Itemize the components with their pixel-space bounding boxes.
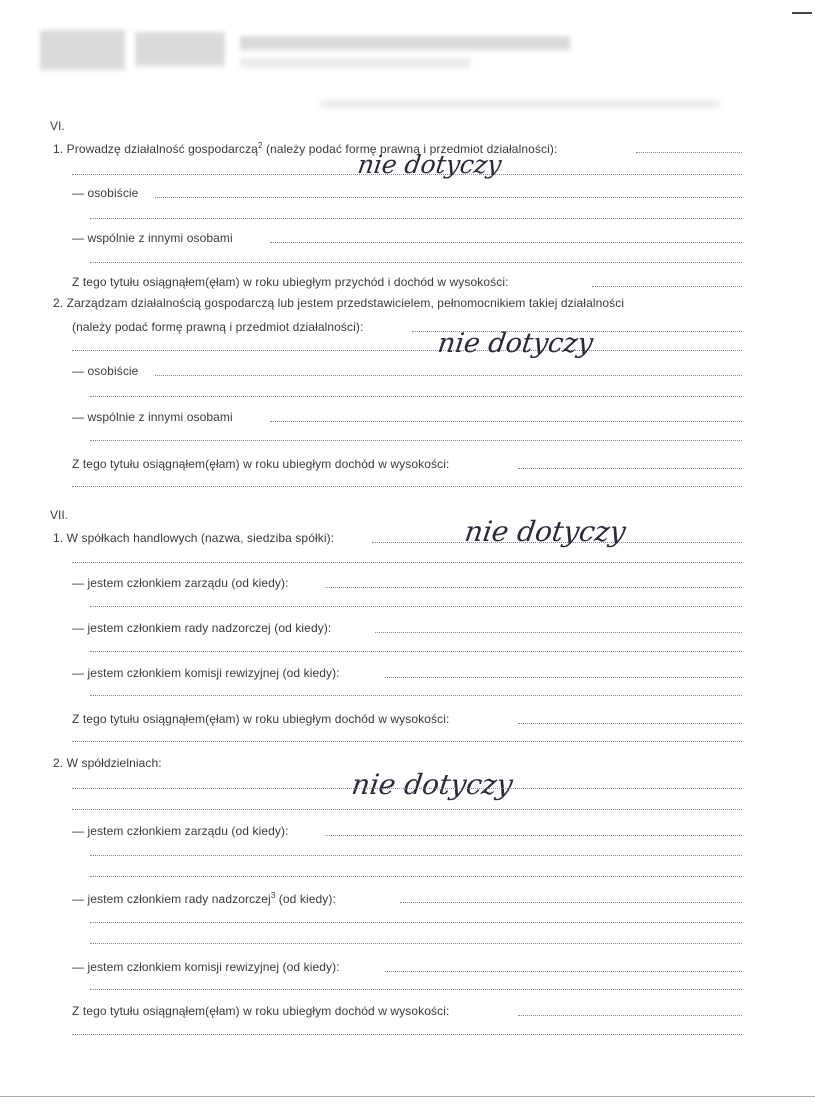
fill-line bbox=[72, 809, 742, 810]
section-vii-title: VII. bbox=[50, 508, 69, 522]
fill-line bbox=[325, 587, 742, 588]
vii-item1-audit: — jestem członkiem komisji rewizyjnej (od kiedy): bbox=[72, 666, 340, 680]
vii-item1-supervisory: — jestem członkiem rady nadzorczej (od kiedy): bbox=[72, 621, 332, 635]
fill-line bbox=[385, 971, 742, 972]
vii-item2-audit: — jestem członkiem komisji rewizyjnej (od kiedy): bbox=[72, 960, 340, 974]
fill-line bbox=[90, 651, 742, 652]
fill-line bbox=[385, 677, 742, 678]
fill-line bbox=[90, 695, 742, 696]
vi-item1-personally: — osobiście bbox=[72, 186, 139, 200]
fill-line bbox=[90, 218, 742, 219]
redacted-header-block bbox=[135, 32, 225, 66]
vi-item1-income: Z tego tytułu osiągnąłem(ęłam) w roku ubiegłym przychód i dochód w wysokości: bbox=[72, 275, 509, 289]
fill-line bbox=[325, 835, 742, 836]
vii-item1-board: — jestem członkiem zarządu (od kiedy): bbox=[72, 576, 289, 590]
vi-item1-label: 1. Prowadzę działalność gospodarczą$^2$ (należy podać formę prawną i przedmiot działalności): bbox=[53, 141, 558, 156]
fill-line bbox=[518, 723, 742, 724]
fill-line bbox=[90, 262, 742, 263]
fill-line bbox=[375, 632, 742, 633]
vi-item2-jointly: — wspólnie z innymi osobami bbox=[72, 410, 233, 424]
fill-line bbox=[90, 606, 742, 607]
vi-item2-personally: — osobiście bbox=[72, 364, 139, 378]
fill-line bbox=[518, 1015, 742, 1016]
fill-line bbox=[90, 922, 742, 923]
redacted-header-block bbox=[240, 36, 570, 50]
handwritten-answer: nie dotyczy bbox=[462, 515, 628, 548]
redacted-header-block bbox=[40, 30, 125, 70]
bottom-rule bbox=[0, 1096, 815, 1097]
fill-line bbox=[155, 375, 742, 376]
redacted-header-block bbox=[240, 58, 470, 68]
fill-line bbox=[90, 440, 742, 441]
fill-line bbox=[72, 1034, 742, 1035]
fill-line bbox=[72, 562, 742, 563]
vi-item2-income: Z tego tytułu osiągnąłem(ęłam) w roku ubiegłym dochód w wysokości: bbox=[72, 457, 450, 471]
fill-line bbox=[155, 197, 742, 198]
fill-line bbox=[636, 152, 742, 153]
vii-item1-income: Z tego tytułu osiągnąłem(ęłam) w roku ubiegłym dochód w wysokości: bbox=[72, 712, 450, 726]
fill-line bbox=[90, 943, 742, 944]
fill-line bbox=[592, 286, 742, 287]
fill-line bbox=[90, 876, 742, 877]
fill-line bbox=[72, 741, 742, 742]
vi-item2-label: 2. Zarządzam działalnością gospodarczą lub jestem przedstawicielem, pełnomocnikiem takiej działalności bbox=[53, 296, 625, 310]
fill-line bbox=[400, 902, 742, 903]
vii-item2-income: Z tego tytułu osiągnąłem(ęłam) w roku ubiegłym dochód w wysokości: bbox=[72, 1004, 450, 1018]
fill-line bbox=[270, 421, 742, 422]
vi-item1-jointly: — wspólnie z innymi osobami bbox=[72, 231, 233, 245]
handwritten-answer: nie dotyczy bbox=[349, 768, 515, 801]
fill-line bbox=[90, 396, 742, 397]
handwritten-answer: nie dotyczy bbox=[355, 150, 504, 179]
redacted-header-block bbox=[320, 100, 720, 108]
fill-line bbox=[72, 788, 742, 789]
handwritten-answer: nie dotyczy bbox=[435, 328, 596, 359]
vii-item2-supervisory: — jestem członkiem rady nadzorczej$^3$ (od kiedy): bbox=[72, 891, 336, 906]
top-right-mark bbox=[792, 12, 812, 14]
vii-item2-board: — jestem członkiem zarządu (od kiedy): bbox=[72, 824, 289, 838]
fill-line bbox=[72, 486, 742, 487]
vi-item2-label-line2: (należy podać formę prawną i przedmiot działalności): bbox=[72, 320, 364, 334]
fill-line bbox=[90, 989, 742, 990]
section-vi-title: VI. bbox=[50, 119, 65, 133]
fill-line bbox=[270, 242, 742, 243]
vii-item1-label: 1. W spółkach handlowych (nazwa, siedziba spółki): bbox=[53, 531, 335, 545]
fill-line bbox=[72, 350, 742, 351]
vii-item2-label: 2. W spółdzielniach: bbox=[53, 756, 162, 770]
fill-line bbox=[518, 468, 742, 469]
fill-line bbox=[90, 855, 742, 856]
